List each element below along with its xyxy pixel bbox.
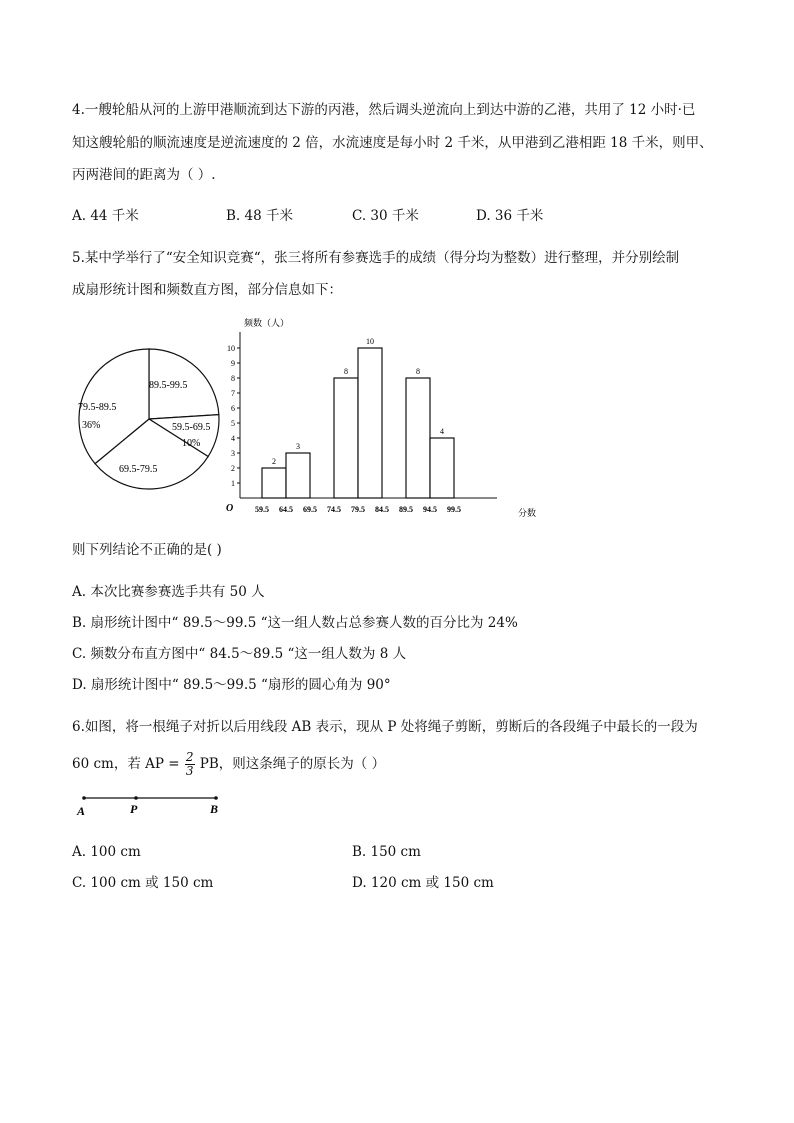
y-tick-label: 3 bbox=[231, 449, 235, 458]
point-p-dot bbox=[134, 796, 138, 800]
q5-question: 则下列结论不正确的是( ) bbox=[72, 542, 222, 558]
q4-line-2: 知这艘轮船的顺流速度是逆流速度的 2 倍，水流速度是每小时 2 千米，从甲港到乙港相距 18 千米，则甲、 bbox=[72, 135, 713, 151]
pie-label-59-5-69-5: 59.5-69.5 bbox=[172, 422, 211, 433]
x-tick-label: 64.5 bbox=[279, 505, 293, 514]
histogram-bar-label: 8 bbox=[416, 367, 420, 376]
q5-option-c[interactable]: C. 频数分布直方图中“ 84.5～89.5 “这一组人数为 8 人 bbox=[72, 646, 407, 662]
q5-option-d[interactable]: D. 扇形统计图中“ 89.5～99.5 “扇形的圆心角为 90° bbox=[72, 677, 391, 693]
y-tick-label: 1 bbox=[231, 479, 235, 488]
pie-label-69-5-79-5: 69.5-79.5 bbox=[119, 464, 158, 475]
y-tick-label: 10 bbox=[227, 344, 235, 353]
point-a-label: A bbox=[77, 804, 86, 818]
x-tick-label: 74.5 bbox=[327, 505, 341, 514]
q5-option-b[interactable]: B. 扇形统计图中“ 89.5～99.5 “这一组人数占总参赛人数的百分比为 24% bbox=[72, 615, 518, 631]
histogram-ylabel: 频数（人） bbox=[244, 318, 290, 328]
y-tick-label: 7 bbox=[231, 389, 235, 398]
q4-option-c[interactable]: C. 30 千米 bbox=[352, 208, 419, 224]
histogram-bar-label: 10 bbox=[366, 337, 374, 346]
point-b-label: B bbox=[210, 802, 219, 816]
point-p-label: P bbox=[130, 802, 138, 816]
histogram-bar bbox=[334, 378, 358, 498]
q6-option-b[interactable]: B. 150 cm bbox=[352, 844, 421, 860]
origin-label: O bbox=[226, 503, 234, 514]
q6-option-c[interactable]: C. 100 cm 或 150 cm bbox=[72, 875, 214, 891]
histogram-bar-label: 4 bbox=[440, 427, 444, 436]
x-tick-label: 84.5 bbox=[375, 505, 389, 514]
pie-chart bbox=[76, 344, 222, 494]
q6-option-a[interactable]: A. 100 cm bbox=[72, 844, 141, 860]
x-tick-label: 89.5 bbox=[399, 505, 413, 514]
y-tick-label: 4 bbox=[231, 434, 235, 443]
q6-line-2-end: PB，则这条绳子的原长为（ ） bbox=[199, 756, 386, 772]
fraction bbox=[185, 751, 195, 778]
pie-percent-79-5-89-5: 36% bbox=[82, 420, 101, 431]
q4-option-b[interactable]: B. 48 千米 bbox=[226, 208, 293, 224]
q4-option-d[interactable]: D. 36 千米 bbox=[476, 208, 544, 224]
histogram-bar-label: 2 bbox=[272, 457, 276, 466]
histogram-bar bbox=[358, 348, 382, 498]
q5-line-1: 5.某中学举行了“安全知识竞赛“，张三将所有参赛选手的成绩（得分均为整数）进行整理，并分别绘制 bbox=[72, 250, 680, 266]
q6-line-2 bbox=[72, 748, 385, 780]
histogram-bar bbox=[406, 378, 430, 498]
y-tick-label: 2 bbox=[231, 464, 235, 473]
segment-diagram bbox=[74, 788, 234, 818]
pie-label-79-5-89-5: 79.5-89.5 bbox=[78, 402, 117, 413]
point-a-dot bbox=[82, 796, 86, 800]
histogram-bar bbox=[430, 438, 454, 498]
fraction-numerator: 2 bbox=[185, 750, 194, 764]
x-tick-label: 79.5 bbox=[351, 505, 365, 514]
y-tick-label: 8 bbox=[231, 374, 235, 383]
x-tick-label: 94.5 bbox=[423, 505, 437, 514]
pie-percent-59-5-69-5: 10% bbox=[182, 438, 201, 449]
q4-line-3: 丙两港间的距离为（ ）. bbox=[72, 167, 216, 183]
y-tick-label: 9 bbox=[231, 359, 235, 368]
histogram bbox=[222, 312, 552, 522]
q4-option-a[interactable]: A. 44 千米 bbox=[72, 208, 139, 224]
histogram-bar bbox=[262, 468, 286, 498]
x-tick-label: 59.5 bbox=[255, 505, 269, 514]
y-tick-label: 5 bbox=[231, 419, 235, 428]
x-tick-label: 99.5 bbox=[447, 505, 461, 514]
q4-line-1: 4.一艘轮船从河的上游甲港顺流到达下游的丙港，然后调头逆流向上到达中游的乙港，共用了 12 小时·已 bbox=[72, 102, 696, 118]
fraction-denominator: 3 bbox=[185, 764, 194, 778]
q5-line-2: 成扇形统计图和频数直方图，部分信息如下： bbox=[72, 282, 342, 298]
pie-label-89-5-99-5: 89.5-99.5 bbox=[149, 380, 188, 391]
q6-option-d[interactable]: D. 120 cm 或 150 cm bbox=[352, 875, 494, 891]
histogram-xlabel: 分数 bbox=[518, 508, 537, 518]
q6-line-1: 6.如图，将一根绳子对折以后用线段 AB 表示，现从 P 处将绳子剪断，剪断后的各段绳子中最长的一段为 bbox=[72, 719, 698, 735]
x-tick-label: 69.5 bbox=[303, 505, 317, 514]
histogram-bar-label: 8 bbox=[344, 367, 348, 376]
q5-option-a[interactable]: A. 本次比赛参赛选手共有 50 人 bbox=[72, 584, 265, 600]
histogram-bar-label: 3 bbox=[296, 442, 300, 451]
point-b-dot bbox=[214, 796, 218, 800]
q6-line-2-start: 60 cm，若 AP = bbox=[72, 756, 180, 772]
y-tick-label: 6 bbox=[231, 404, 235, 413]
histogram-bar bbox=[286, 453, 310, 498]
